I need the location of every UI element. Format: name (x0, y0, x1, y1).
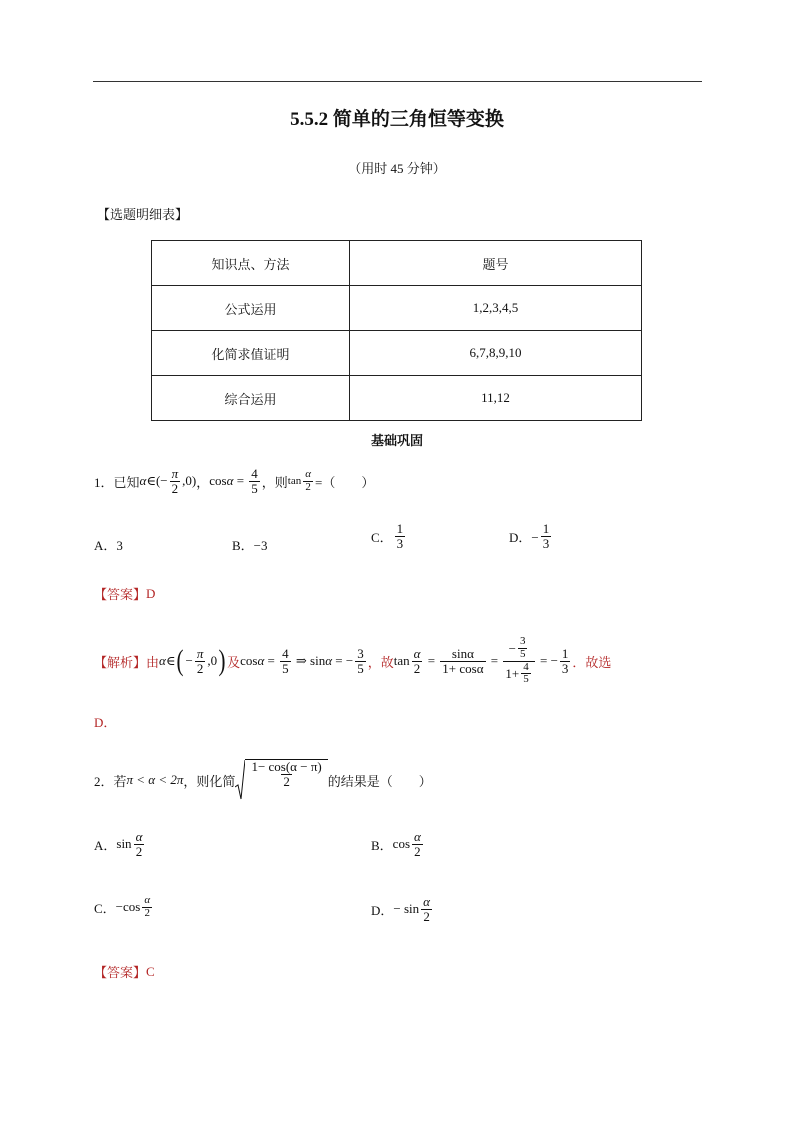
numerator: 3 (357, 645, 364, 661)
paren-open: ( (176, 644, 184, 677)
denominator: 5 (519, 647, 526, 660)
table-cell: 公式运用 (152, 286, 350, 331)
fraction-pi-over-2 (195, 647, 206, 675)
denominator: 2 (196, 660, 204, 676)
comma: ， (196, 474, 210, 490)
minus: − (550, 653, 558, 668)
denominator: 2 (135, 843, 143, 859)
range-close: ,0) (182, 473, 197, 489)
option-d-label: D． (371, 902, 394, 918)
numerator: 1 (561, 645, 569, 661)
equals: = (233, 473, 248, 489)
equals: = (264, 653, 279, 668)
square-root-expression (235, 759, 327, 801)
denominator: 2 (413, 660, 421, 676)
fraction-3-over-5 (518, 636, 528, 660)
question-2 (94, 758, 432, 802)
paren-close: ) (218, 644, 226, 677)
question-1-number: 1．已知 (94, 474, 140, 490)
fraction-alpha-over-2 (303, 469, 313, 493)
denominator: 2 (305, 480, 311, 493)
option-a-label: A． (94, 837, 117, 853)
denominator: 3 (542, 535, 550, 551)
fraction-alpha-over-2 (421, 895, 432, 923)
fraction-alpha-over-2 (142, 895, 152, 919)
minus: − (345, 653, 354, 668)
numerator: 1 (542, 521, 550, 536)
page-title: 5.5.2 简单的三角恒等变换 (290, 109, 504, 130)
denominator (503, 661, 534, 686)
numerator: 3 (519, 635, 526, 648)
element-of-symbol: ∈ (146, 473, 156, 489)
part-heading: 基础巩固 (370, 433, 423, 448)
answer-blank: 的结果是（ ） (327, 773, 432, 789)
option-b (371, 830, 425, 858)
denominator: 5 (357, 660, 364, 676)
then-text: ，则化简 (183, 773, 236, 789)
fraction-1-over-3 (395, 522, 406, 550)
numerator: sinα (451, 645, 474, 661)
fraction-alpha-over-2 (134, 830, 145, 858)
analysis-1 (94, 626, 611, 696)
denominator: 5 (251, 480, 258, 496)
numerator: α (135, 829, 143, 844)
denominator: 5 (282, 660, 289, 676)
numerator: π (171, 466, 179, 481)
fraction-alpha-over-2 (412, 830, 423, 858)
compound-fraction (503, 636, 534, 685)
question-1 (94, 467, 374, 495)
table-cell: 综合运用 (152, 376, 350, 421)
cos-function: cos (209, 473, 227, 489)
cos-function: −cos (115, 899, 141, 915)
analysis-choice: D． (94, 715, 117, 730)
fraction-alpha-over-2 (412, 647, 423, 675)
fraction-4-over-5 (249, 467, 260, 495)
table-row (152, 331, 642, 376)
sin-function: sin (116, 836, 132, 852)
numerator: 4 (523, 660, 529, 673)
denominator: 2 (283, 773, 290, 789)
one-plus: 1+ (505, 665, 520, 681)
element-of-symbol: ∈ (165, 653, 176, 668)
numerator: 1− cos(α − π) (251, 759, 322, 774)
analysis-by: 由 (146, 654, 160, 670)
minus: − (508, 640, 516, 656)
equals: = (424, 653, 439, 668)
option-b-label: B． (371, 837, 393, 853)
numerator: α (423, 894, 430, 909)
option-c-label: C． (94, 900, 116, 916)
section-label: 【选题明细表】 (97, 207, 189, 222)
denominator: 3 (561, 660, 569, 676)
numerator: α (144, 894, 151, 906)
alpha-symbol: α (159, 653, 166, 668)
minus: − (185, 653, 193, 668)
zero: ,0 (207, 653, 218, 668)
alpha-symbol: α (257, 653, 265, 668)
sin-function: − sin (393, 901, 420, 917)
so-text: ，故 (367, 654, 394, 670)
table-header-cell: 知识点、方法 (152, 241, 350, 286)
option-d-label: D．− (509, 529, 539, 545)
option-c (371, 522, 407, 550)
denominator: 2 (423, 908, 430, 924)
fraction-4-over-5 (521, 662, 531, 686)
option-d (371, 895, 434, 923)
equals: = (536, 653, 551, 668)
question-2-number: 2．若 (94, 773, 127, 789)
radical-sign-icon (235, 759, 245, 801)
numerator: π (196, 645, 204, 661)
answer-blank: =（ ） (315, 474, 375, 490)
cos-function: cos (240, 653, 258, 668)
time-limit: （用时 45 分钟） (348, 161, 446, 176)
fraction-sin-over-1pluscos (440, 647, 485, 675)
table-header-row (152, 241, 642, 286)
denominator: 2 (144, 906, 150, 919)
option-b: B．−3 (232, 538, 268, 553)
denominator: 1+ cosα (442, 660, 484, 676)
numerator: 4 (251, 466, 258, 481)
table-cell: 1,2,3,4,5 (350, 286, 642, 331)
answer-2 (94, 962, 155, 981)
table-row (152, 376, 642, 421)
sin-function: sin (310, 653, 326, 668)
numerator: α (413, 645, 421, 661)
so-choose-text: ．故选 (572, 654, 612, 670)
denominator: 5 (523, 673, 529, 686)
answer-1 (94, 584, 155, 603)
analysis-label: 【解析】 (94, 654, 147, 670)
fraction-pi-over-2 (170, 467, 181, 495)
numerator (507, 636, 532, 660)
header-rule (93, 81, 702, 82)
table-header-cell: 题号 (350, 241, 642, 286)
option-a: A．3 (94, 538, 123, 553)
equals: = (487, 653, 502, 668)
condition: π < α < 2π (126, 772, 184, 787)
fraction-1-over-3 (560, 647, 571, 675)
numerator: α (305, 468, 312, 481)
equals: = (332, 653, 346, 668)
then-text: ，则 (261, 474, 288, 490)
tan-function: tan (287, 475, 302, 488)
denominator: 2 (171, 480, 179, 496)
table-cell: 6,7,8,9,10 (350, 331, 642, 376)
option-a (94, 830, 146, 858)
table-row (152, 286, 642, 331)
option-c (94, 895, 154, 919)
table-cell: 11,12 (350, 376, 642, 421)
alpha-symbol: α (139, 473, 147, 489)
tan-function: tan (393, 653, 410, 668)
and-text: 及 (227, 654, 241, 670)
option-d (509, 522, 553, 550)
alpha-symbol: α (325, 653, 333, 668)
range-open: (− (155, 473, 168, 489)
answer-label: 【答案】 (94, 965, 147, 980)
table-cell: 化简求值证明 (152, 331, 350, 376)
alpha-symbol: α (226, 473, 234, 489)
radicand (245, 759, 327, 801)
fraction-3-over-5 (355, 647, 366, 675)
cos-function: cos (392, 836, 411, 852)
numerator: 4 (282, 645, 289, 661)
implies: ⇒ (292, 653, 311, 668)
option-c-label: C． (371, 529, 393, 545)
selection-table (151, 240, 642, 421)
fraction-4-over-5 (280, 647, 291, 675)
numerator: α (414, 829, 421, 844)
numerator: 1 (396, 521, 404, 536)
answer-value: D (146, 585, 156, 601)
fraction-under-root (249, 760, 323, 788)
denominator: 2 (414, 843, 421, 859)
fraction-1-over-3 (541, 522, 552, 550)
denominator: 3 (396, 535, 404, 551)
answer-label: 【答案】 (94, 587, 147, 602)
answer-value: C (146, 963, 155, 979)
